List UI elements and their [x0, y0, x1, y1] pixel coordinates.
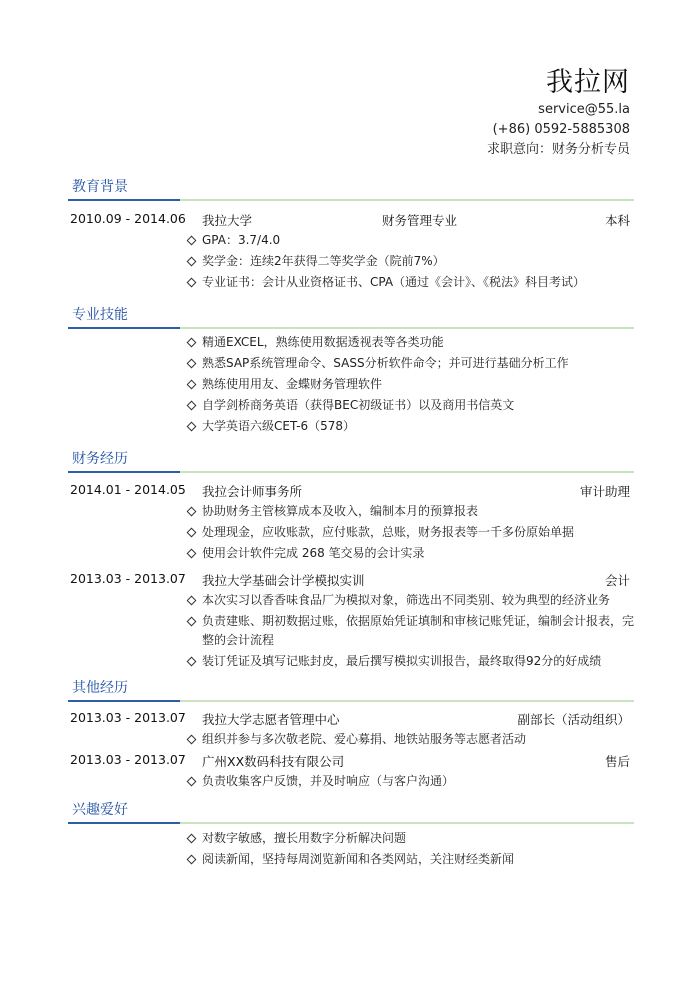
diamond-bullet-icon	[187, 401, 197, 411]
diamond-bullet-icon	[187, 507, 197, 517]
education-row	[68, 209, 634, 230]
organization: 我拉大学志愿者管理中心	[202, 712, 340, 727]
job-role: 会计	[604, 573, 630, 588]
section-skills	[68, 303, 634, 437]
list-item: 大学英语六级CET-6（578）	[68, 416, 634, 437]
list-item: 负责收集客户反馈，并及时响应（与客户沟通）	[68, 771, 634, 792]
diamond-bullet-icon	[187, 380, 197, 390]
job-row	[68, 750, 634, 771]
section-divider	[68, 700, 634, 702]
section-divider	[68, 199, 634, 201]
date-range: 2014.01 - 2014.05	[70, 482, 186, 497]
candidate-name: 我拉网	[546, 67, 630, 98]
list-item: 专业证书：会计从业资格证书、CPA（通过《会计》、《税法》科目考试）	[68, 272, 634, 293]
section-education	[68, 175, 634, 293]
job-role: 售后	[604, 754, 630, 769]
section-other-experience	[68, 676, 634, 792]
diamond-bullet-icon	[187, 735, 197, 745]
diamond-bullet-icon	[187, 596, 197, 606]
contact-phone: (+86) 0592-5885308	[492, 122, 630, 137]
list-item: 协助财务主管核算成本及收入，编制本月的预算报表	[68, 501, 634, 522]
diamond-bullet-icon	[187, 338, 197, 348]
diamond-bullet-icon	[187, 278, 197, 288]
section-divider	[68, 471, 634, 473]
organization: 广州XX数码科技有限公司	[202, 754, 345, 769]
date-range: 2010.09 - 2014.06	[70, 211, 186, 226]
diamond-bullet-icon	[187, 834, 197, 844]
diamond-bullet-icon	[187, 257, 197, 267]
organization: 我拉大学基础会计学模拟实训	[202, 573, 365, 588]
list-item: 本次实习以香香味食品厂为模拟对象，筛选出不同类别、较为典型的经济业务	[68, 590, 634, 611]
section-title: 专业技能	[72, 307, 128, 323]
job-role: 审计助理	[579, 484, 630, 499]
diamond-bullet-icon	[187, 236, 197, 246]
list-item: 精通EXCEL，熟练使用数据透视表等各类功能	[68, 332, 634, 353]
school-name: 我拉大学	[202, 213, 253, 228]
list-item: 阅读新闻，坚持每周浏览新闻和各类网站，关注财经类新闻	[68, 849, 634, 870]
diamond-bullet-icon	[187, 617, 197, 627]
list-item: 奖学金：连续2年获得二等奖学金（院前7%）	[68, 251, 634, 272]
diamond-bullet-icon	[187, 855, 197, 865]
date-range: 2013.03 - 2013.07	[70, 752, 186, 767]
job-row	[68, 480, 634, 501]
list-item: 负责建账、期初数据过账，依据原始凭证填制和审核记账凭证，编制会计报表，完整的会计流程	[68, 611, 634, 651]
list-item: 对数字敏感，擅长用数字分析解决问题	[68, 828, 634, 849]
date-range: 2013.03 - 2013.07	[70, 710, 186, 725]
list-item: 组织并参与多次敬老院、爱心募捐、地铁站服务等志愿者活动	[68, 729, 634, 750]
list-item: 装订凭证及填写记账封皮，最后撰写模拟实训报告，最终取得92分的好成绩	[68, 651, 634, 672]
diamond-bullet-icon	[187, 528, 197, 538]
diamond-bullet-icon	[187, 777, 197, 787]
section-title: 兴趣爱好	[72, 802, 128, 818]
section-hobbies	[68, 798, 634, 870]
diamond-bullet-icon	[187, 549, 197, 559]
list-item: 使用会计软件完成 268 笔交易的会计实录	[68, 543, 634, 564]
degree: 本科	[604, 213, 630, 228]
list-item: 自学剑桥商务英语（获得BEC初级证书）以及商用书信英文	[68, 395, 634, 416]
job-objective: 求职意向：财务分析专员	[486, 142, 630, 157]
list-item: 处理现金，应收账款，应付账款，总账，财务报表等一千多份原始单据	[68, 522, 634, 543]
section-finance-experience	[68, 447, 634, 672]
section-title: 教育背景	[72, 179, 128, 195]
contact-email: service@55.la	[538, 102, 630, 117]
section-title: 其他经历	[72, 680, 128, 696]
diamond-bullet-icon	[187, 359, 197, 369]
major-name: 财务管理专业	[382, 213, 458, 228]
diamond-bullet-icon	[187, 657, 197, 667]
section-divider	[68, 327, 634, 329]
section-title: 财务经历	[72, 451, 128, 467]
job-row	[68, 569, 634, 590]
resume-header	[487, 66, 630, 160]
diamond-bullet-icon	[187, 422, 197, 432]
date-range: 2013.03 - 2013.07	[70, 571, 186, 586]
job-role: 副部长（活动组织）	[517, 712, 630, 727]
list-item: 熟悉SAP系统管理命令、SASS分析软件命令；并可进行基础分析工作	[68, 353, 634, 374]
organization: 我拉会计师事务所	[202, 484, 303, 499]
job-row	[68, 708, 634, 729]
list-item: GPA：3.7/4.0	[68, 230, 634, 251]
list-item: 熟练使用用友、金蝶财务管理软件	[68, 374, 634, 395]
section-divider	[68, 822, 634, 824]
